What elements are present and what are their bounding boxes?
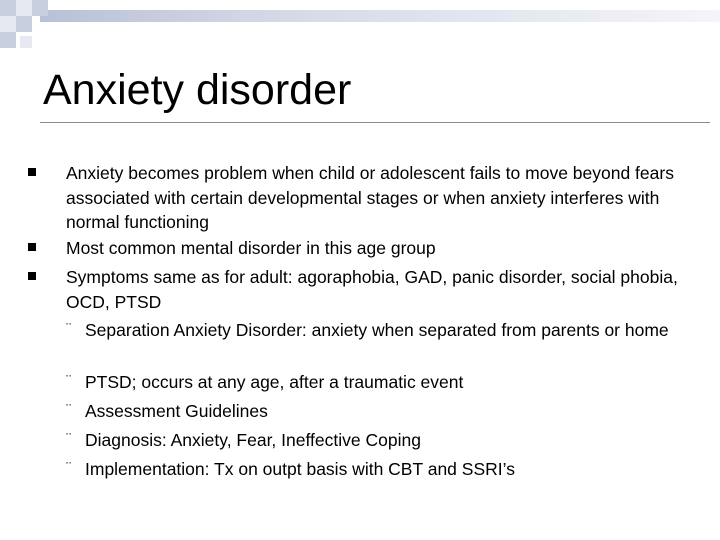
header-band (40, 10, 720, 22)
bullet-item (66, 161, 701, 235)
checkbox-bullet-icon: ¨ (66, 460, 72, 477)
square-bullet-icon (28, 265, 38, 275)
sub-bullet-text: Assessment Guidelines (85, 401, 268, 421)
sub-bullet-text: PTSD; occurs at any age, after a traumatic event (85, 372, 464, 392)
deco-square (0, 16, 16, 32)
deco-square (20, 36, 32, 48)
square-bullet-icon (28, 161, 38, 171)
bullet-text: Most common mental disorder in this age group (66, 238, 436, 258)
square-bullet-icon (28, 236, 38, 246)
sub-bullet-item (66, 457, 700, 482)
title-divider (40, 122, 710, 123)
checkbox-bullet-icon: ¨ (66, 402, 72, 419)
sub-bullet-item (66, 318, 700, 343)
bullet-text: Symptoms same as for adult: agoraphobia, GAD, panic disorder, social phobia, OCD, PTSD (66, 267, 678, 312)
deco-square (0, 32, 16, 48)
bullet-text: Anxiety becomes problem when child or adolescent fails to move beyond fears associated with certain developmental stages or when anxiety interferes with normal functioning (66, 163, 674, 232)
sub-bullet-text: Implementation: Tx on outpt basis with CBT and SSRI’s (85, 459, 515, 479)
checkbox-bullet-icon: ¨ (66, 321, 72, 338)
sub-bullet-item (66, 370, 700, 395)
sub-bullet-text: Separation Anxiety Disorder: anxiety when separated from parents or home (85, 320, 669, 340)
sub-bullet-item (66, 399, 700, 424)
slide-title: Anxiety disorder (43, 66, 352, 114)
checkbox-bullet-icon: ¨ (66, 373, 72, 390)
deco-square (16, 16, 32, 32)
deco-square (32, 0, 48, 16)
bullet-item (66, 265, 701, 314)
header-decoration (0, 0, 720, 56)
bullet-item (66, 236, 701, 261)
sub-bullet-item (66, 428, 700, 453)
deco-square (0, 0, 16, 16)
sub-bullet-text: Diagnosis: Anxiety, Fear, Ineffective Coping (85, 430, 421, 450)
checkbox-bullet-icon: ¨ (66, 431, 72, 448)
deco-square (16, 0, 32, 16)
